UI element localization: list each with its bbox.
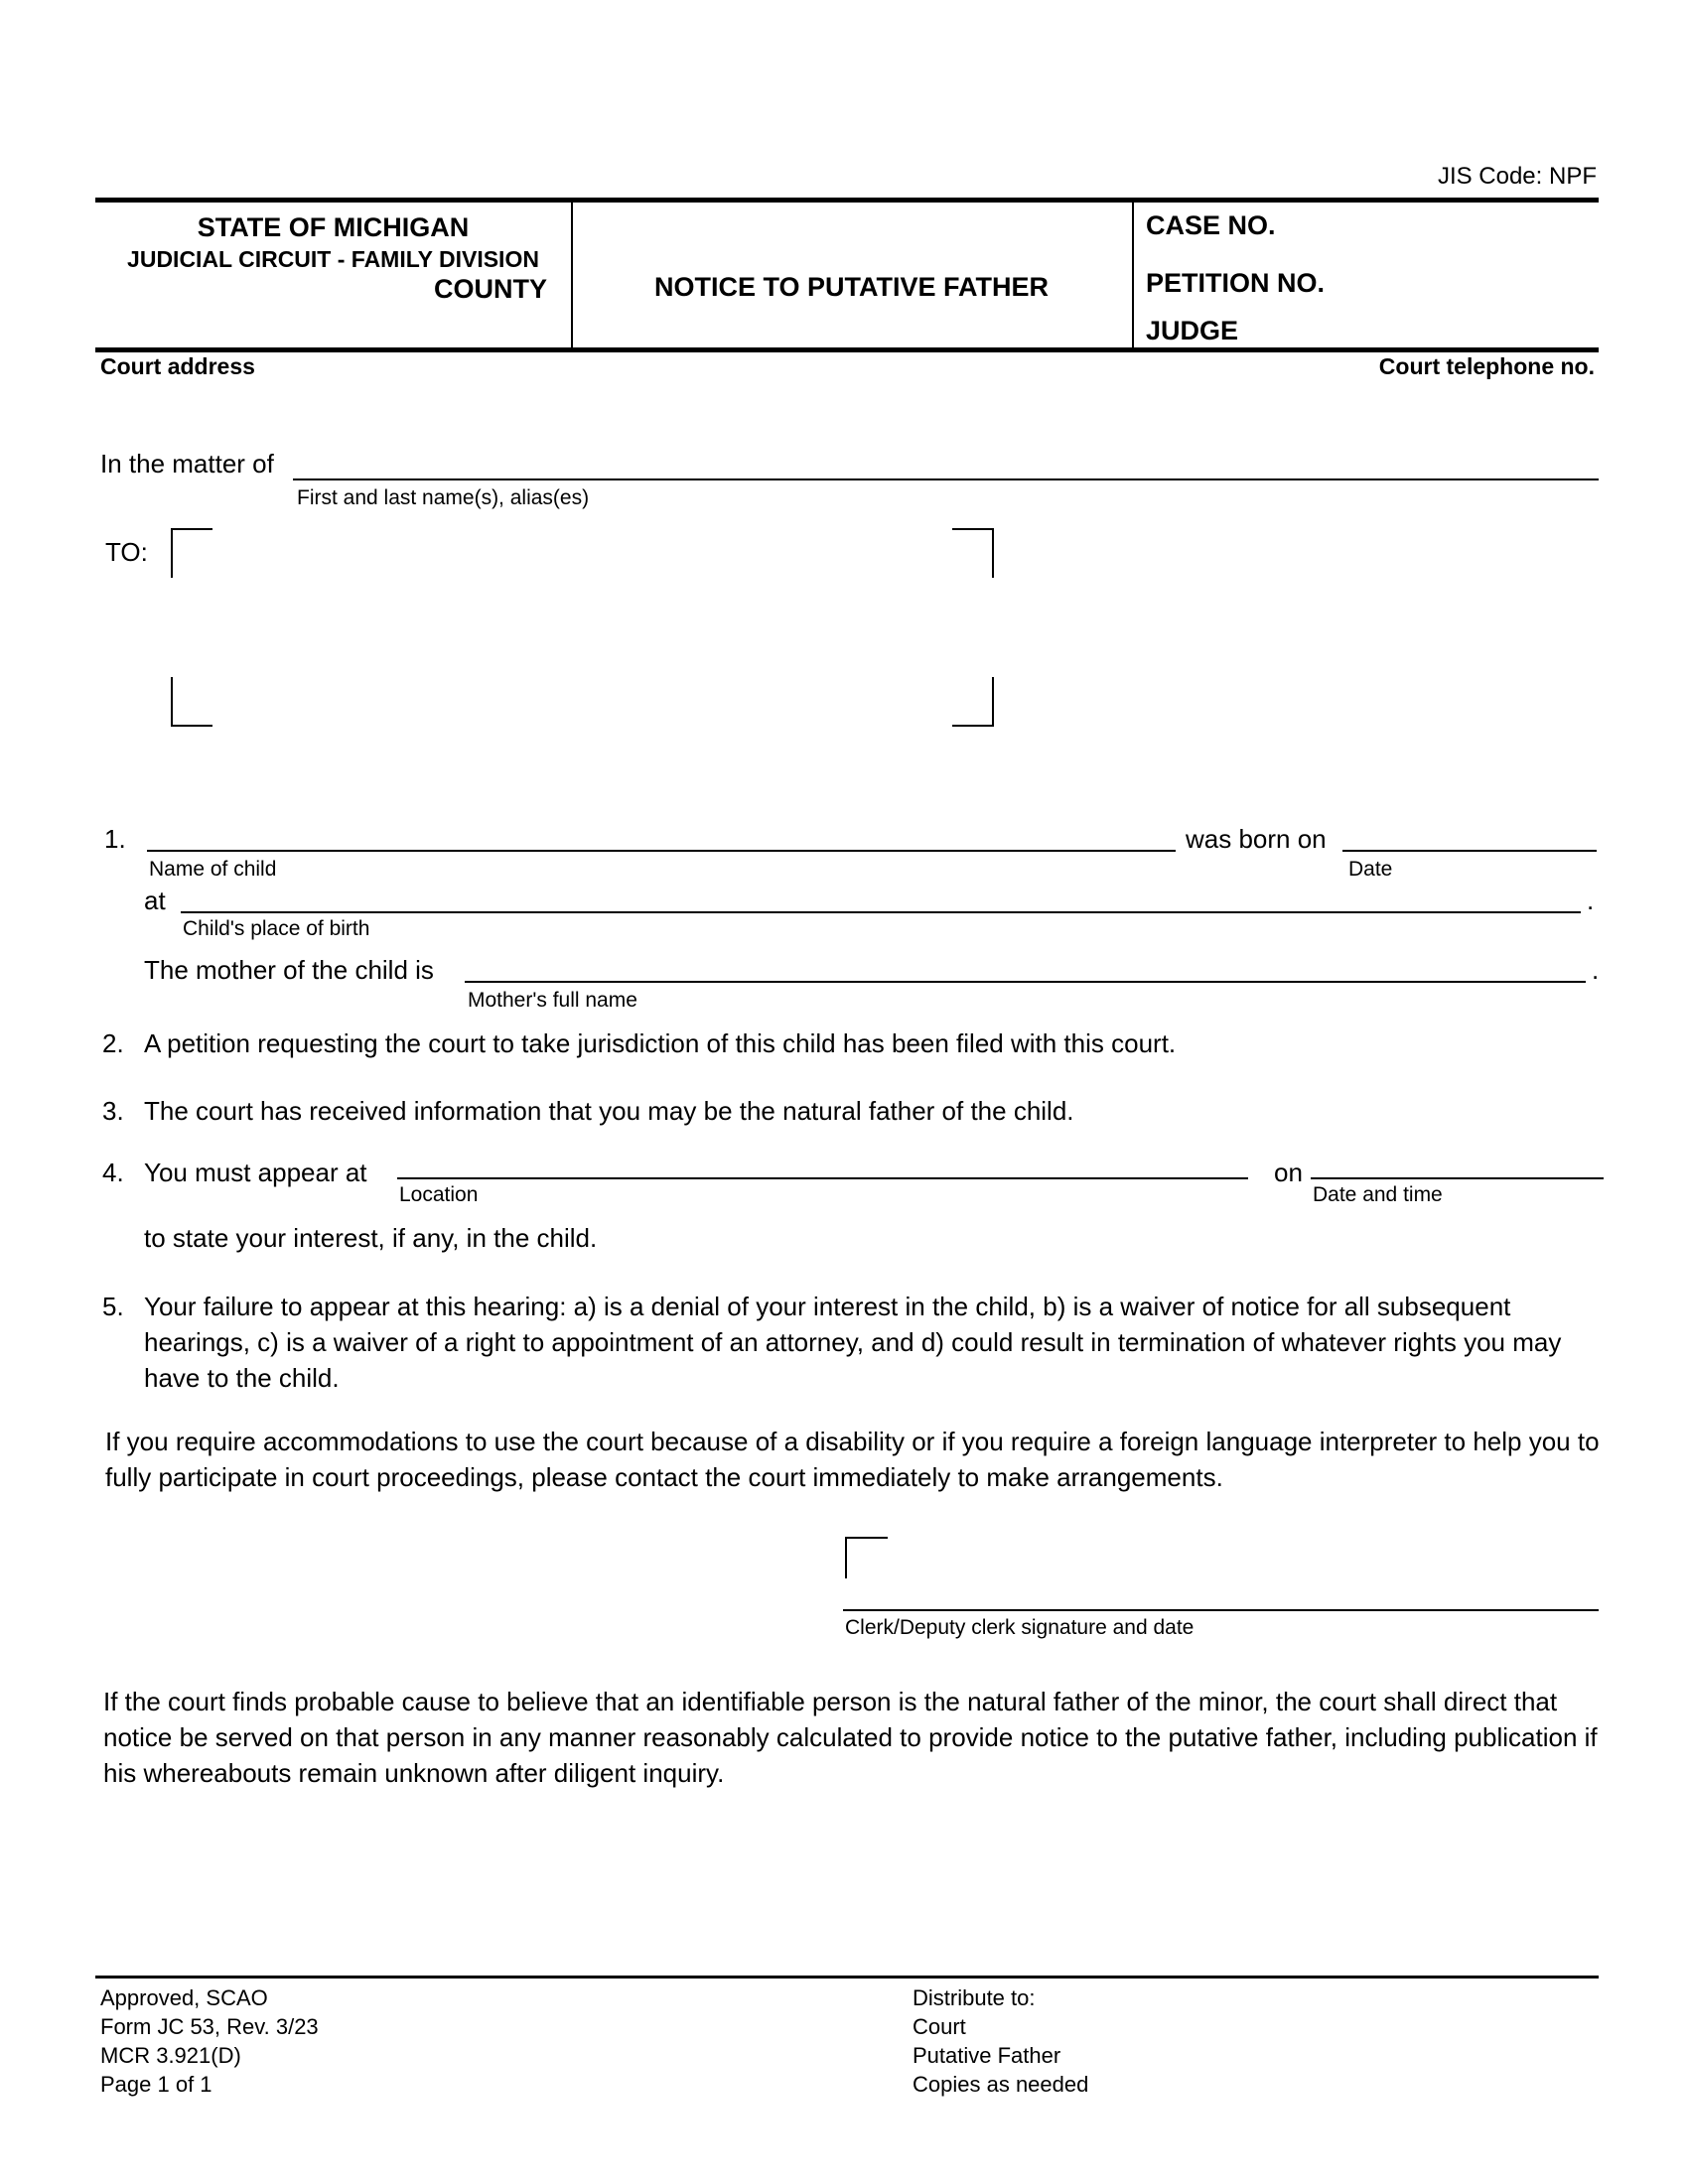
item4-line: [102, 1158, 367, 1188]
child-name-hint: Name of child: [149, 858, 277, 881]
hearing-location-field[interactable]: [397, 1177, 1248, 1179]
address-corner-bottom-left: [171, 677, 212, 727]
item4-lead-text: You must appear at: [144, 1158, 367, 1187]
footer-approved-scao: Approved, SCAO: [100, 1985, 268, 2010]
birth-date-field[interactable]: [1342, 850, 1597, 852]
county-label: COUNTY: [434, 274, 547, 304]
birth-place-field[interactable]: [181, 911, 1581, 913]
birth-date-hint: Date: [1348, 858, 1393, 881]
court-address-label: Court address: [100, 353, 255, 379]
item4-continuation: to state your interest, if any, in the child.: [144, 1223, 598, 1253]
at-label: at: [144, 886, 166, 915]
matter-name-field[interactable]: [293, 478, 1599, 480]
footer-left: [100, 1983, 319, 2099]
in-the-matter-of-label: In the matter of: [100, 449, 274, 478]
address-corner-bottom-right: [952, 677, 994, 727]
state-of-michigan-title: STATE OF MICHIGAN: [197, 212, 470, 242]
hearing-datetime-hint: Date and time: [1313, 1183, 1443, 1206]
footer-page-number: Page 1 of 1: [100, 2072, 212, 2097]
item1-number: 1.: [104, 824, 126, 854]
footer-rule: [95, 1976, 1599, 1979]
item3-number: 3.: [102, 1096, 124, 1126]
child-name-field[interactable]: [147, 850, 1176, 852]
case-no-label: CASE NO.: [1146, 210, 1276, 240]
hearing-location-hint: Location: [399, 1183, 479, 1206]
mother-period: .: [1592, 955, 1600, 985]
item2-number: 2.: [102, 1028, 124, 1058]
address-corner-top-left: [171, 528, 212, 578]
on-label: on: [1274, 1158, 1303, 1187]
item5-text: Your failure to appear at this hearing: a) is a denial of your interest in the child, b) is a waiver of notice for all subsequent hearings, c) is a waiver of a right to appointment of an attorney, and d) could result in termination of whatever rights you may have to the child.: [144, 1292, 1562, 1393]
footer-distribute-court: Court: [913, 2014, 966, 2039]
item2-text: A petition requesting the court to take jurisdiction of this child has been filed with this court.: [144, 1028, 1177, 1058]
was-born-on-label: was born on: [1186, 824, 1327, 854]
address-corner-top-right: [952, 528, 994, 578]
item4-number: 4.: [102, 1158, 124, 1187]
judicial-circuit-label: JUDICIAL CIRCUIT - FAMILY DIVISION: [127, 246, 539, 272]
footer-distribute-putative-father: Putative Father: [913, 2043, 1061, 2068]
clerk-stamp-corner: [845, 1537, 888, 1578]
footer-distribute-label: Distribute to:: [913, 1985, 1036, 2010]
item3-line: [102, 1096, 1074, 1127]
mother-of-child-label: The mother of the child is: [144, 955, 434, 985]
footer-form-number: Form JC 53, Rev. 3/23: [100, 2014, 319, 2039]
item5-paragraph: [102, 1289, 1599, 1396]
footer-right: [913, 1983, 1088, 2099]
probable-cause-notice: If the court finds probable cause to believe that an identifiable person is the natural father of the minor, the court shall direct that notice be served on that person in any manner reasonably calculated to provide notice to the putative father, including publication if his whereabouts remain unknown after diligent inquiry.: [103, 1687, 1598, 1788]
header-table: [95, 198, 1599, 352]
table-divider-right: [1132, 203, 1134, 347]
footer-distribute-copies: Copies as needed: [913, 2072, 1089, 2097]
accommodation-notice: If you require accommodations to use the court because of a disability or if you require a foreign language interpreter to help you to fully participate in court proceedings, please contact the court immediately to make arrangements.: [105, 1427, 1600, 1492]
footer-mcr-rule: MCR 3.921(D): [100, 2043, 241, 2068]
petition-no-label: PETITION NO.: [1146, 268, 1326, 298]
matter-name-hint: First and last name(s), alias(es): [297, 486, 590, 509]
item5-number: 5.: [102, 1292, 124, 1321]
hearing-datetime-field[interactable]: [1311, 1177, 1604, 1179]
mother-name-field[interactable]: [465, 981, 1586, 983]
clerk-signature-hint: Clerk/Deputy clerk signature and date: [845, 1616, 1195, 1639]
mother-name-hint: Mother's full name: [468, 989, 637, 1012]
to-label: TO:: [105, 537, 148, 567]
item2-line: [102, 1028, 1176, 1059]
birth-place-hint: Child's place of birth: [183, 917, 370, 940]
clerk-signature-field[interactable]: [843, 1609, 1599, 1611]
item3-text: The court has received information that you may be the natural father of the child.: [144, 1096, 1074, 1126]
judge-label: JUDGE: [1146, 316, 1239, 345]
form-title: NOTICE TO PUTATIVE FATHER: [653, 272, 1049, 302]
jis-code-label: JIS Code: NPF: [1437, 163, 1597, 190]
birthplace-period: .: [1587, 886, 1595, 915]
court-telephone-label: Court telephone no.: [1378, 353, 1595, 379]
recipient-address-field[interactable]: [171, 528, 994, 727]
